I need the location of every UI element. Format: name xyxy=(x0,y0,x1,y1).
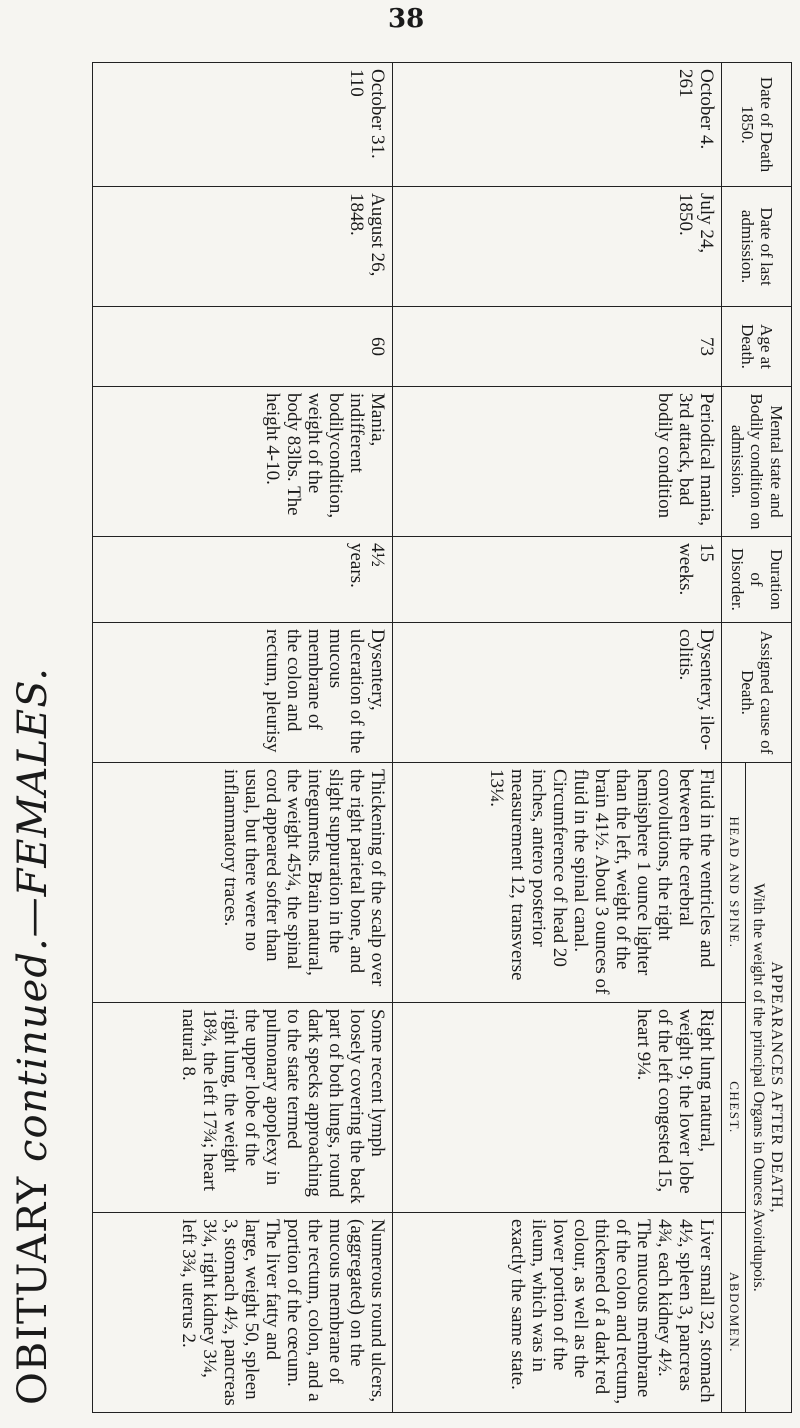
table-row xyxy=(93,63,393,1413)
page-title-suffix: continued.—FEMALES. xyxy=(10,667,56,1162)
cell-assigned-cause: Dysentery, ulceration of the mucous membrane of the colon and rectum, pleurisy xyxy=(93,623,393,763)
header-date-of-death: Date of Death 1850. xyxy=(722,63,792,187)
header-date-of-last-admission: Date of last admission. xyxy=(722,187,792,307)
cell-head-and-spine: Fluid in the ventricles and between the cerebral convolutions, the right hemisphere 1 ounce lighter than the left, weight of the brain 41½. About 3 ounces of fluid in the spinal canal. Circumference of head 20 inches, antero posterior measurement 12, transverse 13¼. xyxy=(393,763,722,1003)
cell-date-of-death: October 4. 261 xyxy=(393,63,722,187)
header-head-and-spine: HEAD AND SPINE. xyxy=(722,763,746,1003)
cell-chest: Right lung natural, weight 9; the lower lobe of the left congested 15, heart 9¼. xyxy=(393,1003,722,1213)
cell-duration: 15 weeks. xyxy=(393,537,722,623)
cell-age: 60 xyxy=(93,307,393,387)
header-assigned-cause: Assigned cause of Death. xyxy=(722,623,792,763)
cell-date-of-last-admission: August 26, 1848. xyxy=(93,187,393,307)
cell-mental-state: Periodical mania, 3rd attack, bad bodily condition xyxy=(393,387,722,537)
cell-age: 73 xyxy=(393,307,722,387)
header-appearances-group xyxy=(746,763,792,1413)
cell-chest: Some recent lymph loosely covering the back part of both lungs, round dark specks approaching to the state termed pulmonary apoplexy in the upper lobe of the right lung, the weight 18¾, the left 17¾; heart natural 8. xyxy=(93,1003,393,1213)
page-title-main: OBITUARY xyxy=(10,1161,56,1405)
cell-duration: 4½ years. xyxy=(93,537,393,623)
header-chest: CHEST. xyxy=(722,1003,746,1213)
page-number: 38 xyxy=(388,4,425,34)
header-age-at-death: Age at Death. xyxy=(722,307,792,387)
cell-head-and-spine: Thickening of the scalp over the right parietal bone, and slight suppuration in the integuments. Brain natural, the weight 45¼, the spinal cord appeared softer than usual, but there were no inflammatory traces. xyxy=(93,763,393,1003)
cell-abdomen: Numerous round ulcers, (aggregated) on the mucous membrane of the rectum, colon, and a portion of the cœcum. The liver fatty and large, weight 50, spleen 3, stomach 4½, pancreas 3¼, right kidney 3¼, left 3¾, uterus 2. xyxy=(93,1213,393,1413)
cell-date-of-last-admission: July 24, 1850. xyxy=(393,187,722,307)
header-abdomen: ABDOMEN. xyxy=(722,1213,746,1413)
page-title xyxy=(10,667,56,1405)
obituary-table-container xyxy=(92,62,792,1412)
header-duration: Duration of Disorder. xyxy=(722,537,792,623)
header-appearances-title: APPEARANCES AFTER DEATH, xyxy=(768,961,785,1214)
header-appearances-subtitle: With the weight of the principal Organs in Ounces Avoirdupois. xyxy=(749,883,767,1292)
cell-assigned-cause: Dysentery, ileo-colitis. xyxy=(393,623,722,763)
header-mental-state: Mental state and Bodily condition on admission. xyxy=(722,387,792,537)
table-row xyxy=(393,63,722,1413)
obituary-table xyxy=(92,62,792,1413)
cell-abdomen: Liver small 32, stomach 4½, spleen 3, pancreas 4¾, each kidney 4½. The mucous membrane of the colon and rectum, thickened of a dark red colour, as well as the lower portion of the ileum, which was in exactly the same state. xyxy=(393,1213,722,1413)
cell-mental-state: Mania, indifferent bodilycondition, weight of the body 83lbs. The height 4-10. xyxy=(93,387,393,537)
header-row xyxy=(746,63,792,1413)
cell-date-of-death: October 31. 110 xyxy=(93,63,393,187)
